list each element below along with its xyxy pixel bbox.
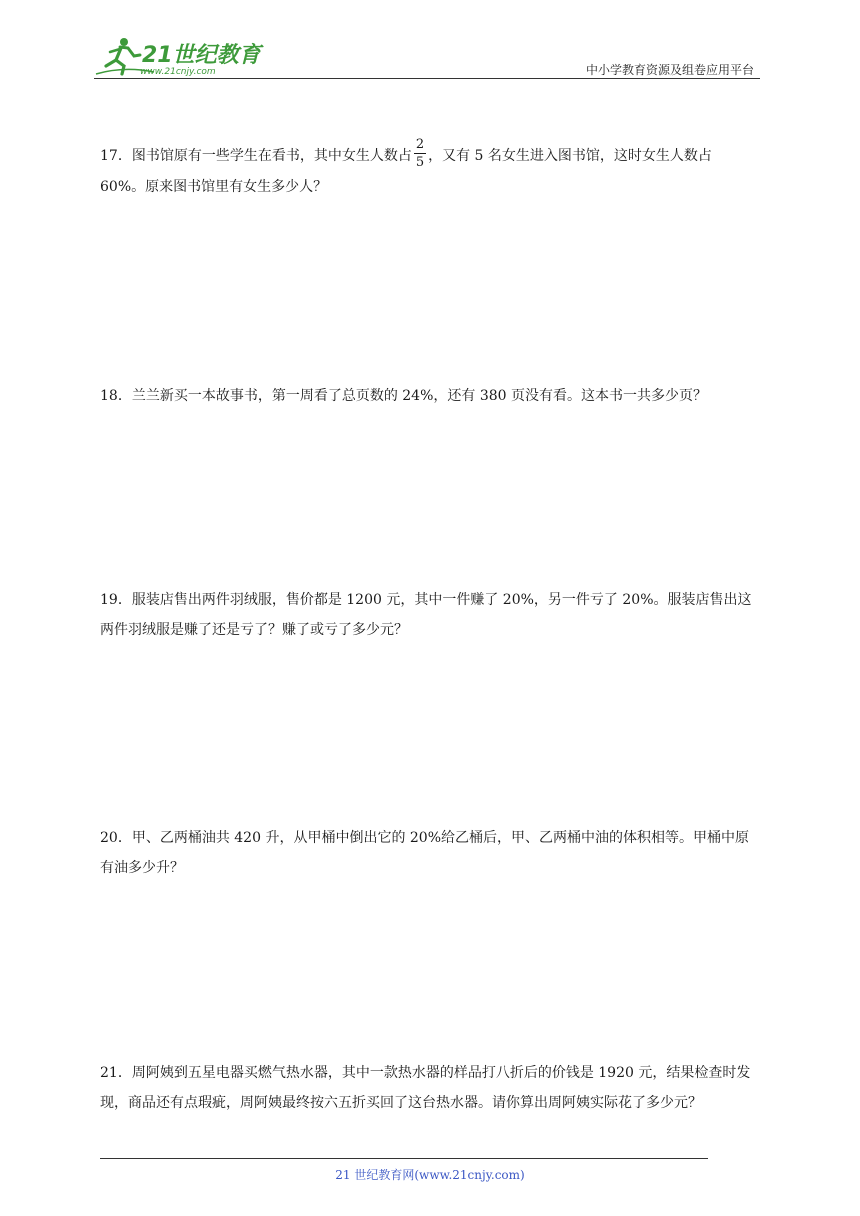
fraction-numerator: 2 — [415, 137, 425, 152]
page-header — [0, 0, 860, 80]
question-number: 20． — [100, 830, 132, 846]
question-text-part2: ，又有 5 名女生进入图书馆，这时女生人数占 60%。原来图书馆里有女生多少人？ — [100, 148, 712, 195]
header-divider — [94, 78, 760, 79]
question-number: 18． — [100, 388, 132, 404]
question-text: 甲、乙两桶油共 420 升，从甲桶中倒出它的 20%给乙桶后，甲、乙两桶中油的体积相等。甲桶中原有油多少升？ — [100, 830, 750, 876]
fraction-denominator: 5 — [415, 155, 425, 170]
question-number: 17． — [100, 148, 132, 164]
footer-divider — [100, 1158, 708, 1159]
question-text: 周阿姨到五星电器买燃气热水器，其中一款热水器的样品打八折后的价钱是 1920 元，结果检查时发现，商品还有点瑕疵，周阿姨最终按六五折买回了这台热水器。请你算出周阿姨实际花了多少元？ — [100, 1065, 751, 1111]
question-number: 21． — [100, 1065, 132, 1081]
question-18 — [100, 381, 760, 411]
logo-text: 21世纪教育 — [142, 43, 261, 68]
question-19 — [100, 585, 760, 645]
question-20 — [100, 823, 760, 883]
runner-logo-icon — [94, 36, 264, 80]
question-text-part1: 图书馆原有一些学生在看书，其中女生人数占 — [131, 148, 412, 164]
question-21 — [100, 1058, 760, 1118]
question-text: 兰兰新买一本故事书，第一周看了总页数的 24%，还有 380 页没有看。这本书一共多少页？ — [131, 388, 708, 404]
question-text: 服装店售出两件羽绒服，售价都是 1200 元，其中一件赚了 20%，另一件亏了 20%。服装店售出这两件羽绒服是赚了还是亏了？赚了或亏了多少元？ — [100, 592, 752, 638]
fraction — [414, 138, 426, 170]
platform-label: 中小学教育资源及组卷应用平台 — [585, 63, 754, 77]
question-17 — [100, 137, 760, 202]
site-logo[interactable] — [94, 36, 264, 80]
question-number: 19． — [100, 592, 132, 608]
page-footer[interactable]: 21 世纪教育网(www.21cnjy.com) — [335, 1168, 525, 1182]
logo-url: www.21cnjy.com — [140, 67, 216, 77]
